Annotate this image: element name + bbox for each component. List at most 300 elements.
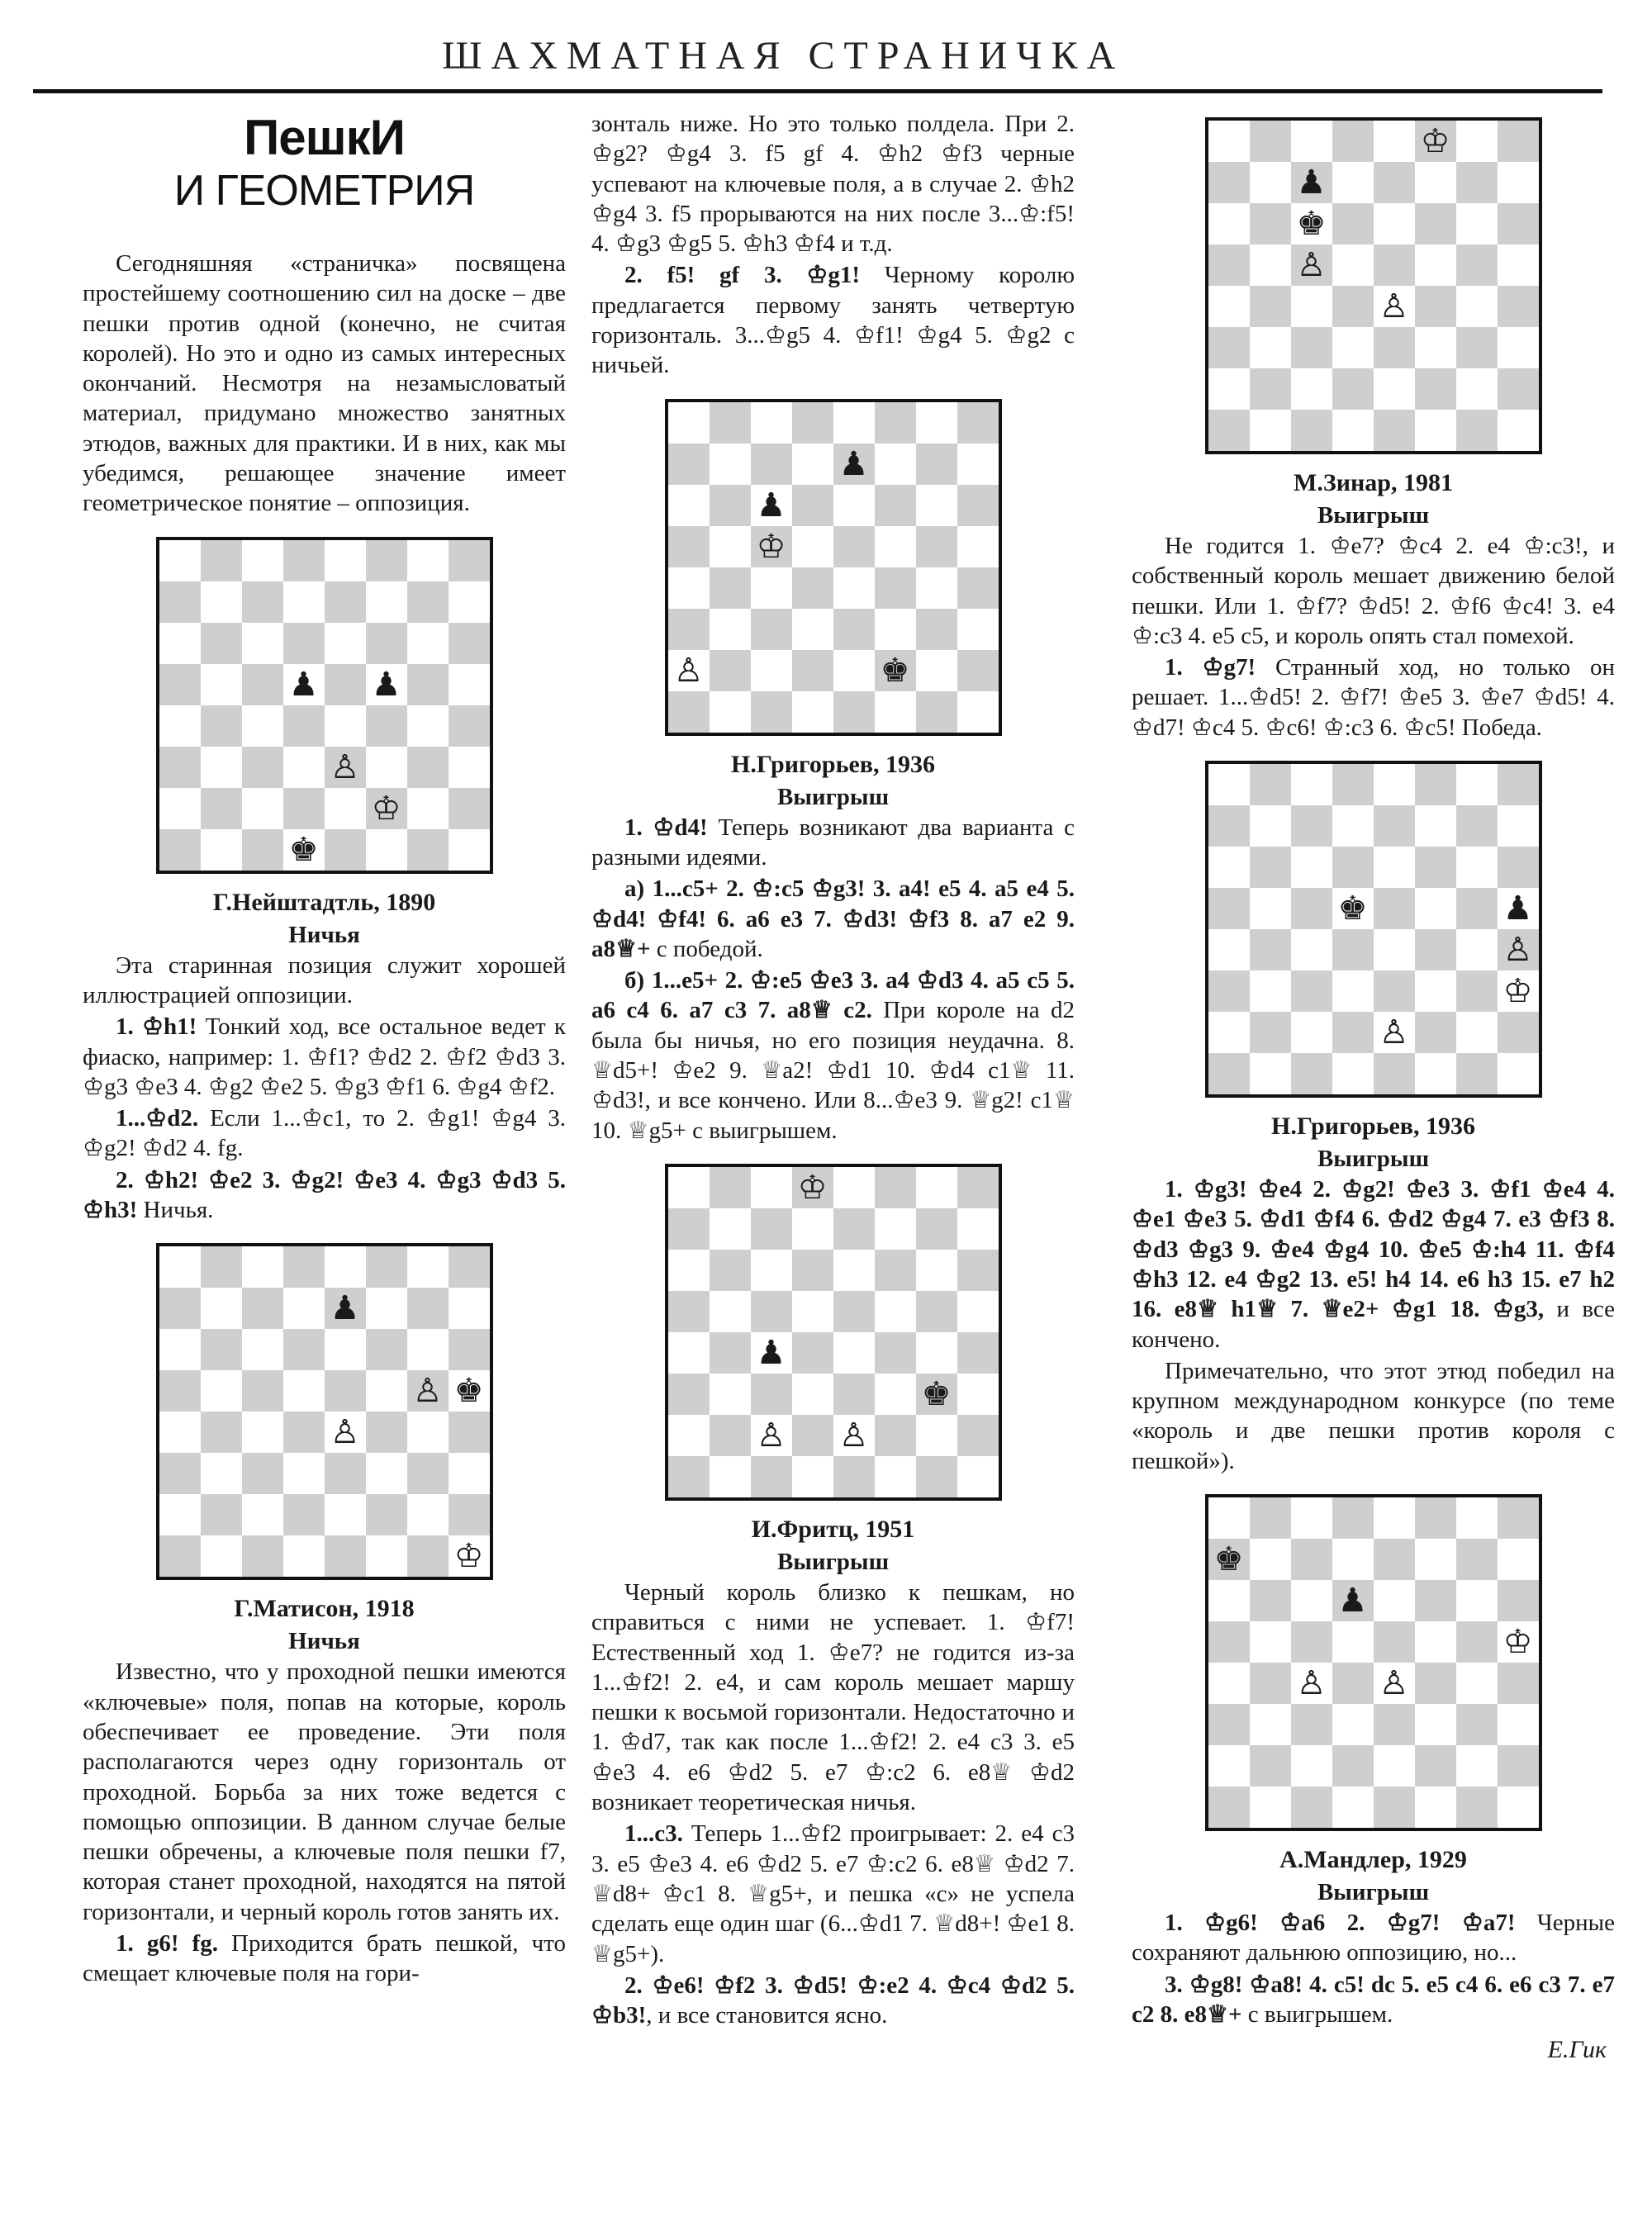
board-square [668, 1456, 710, 1497]
board-square [159, 1370, 201, 1412]
diagram-1-caption: Г.Нейштадтль, 1890 [212, 888, 436, 916]
board-square [1250, 1745, 1291, 1787]
board-square [1415, 162, 1456, 203]
board-square [325, 705, 366, 747]
chess-piece: ♔ [371, 789, 401, 828]
board-square [1332, 1539, 1374, 1580]
paragraph: Черный король близко к пешкам, но справиться с ними не успевает. 1. ♔f7! Естественный ход 1. ♔e7? не годится из-за 1...♔f2! 2. e4, и сам король мешает маршу пешки к восьмой горизонтали. Недостаточно и 1. ♔d7, так как после 1...♔f2! 2. e4 c3 3. e5 ♔e3 4. e6 ♔d2 5. e7 ♔:c2 6. e8♕ ♔d2 возникает теоретическая ничья. [591, 1578, 1075, 1816]
board-square [242, 1370, 283, 1412]
board-square [833, 1456, 875, 1497]
board-square [1208, 847, 1250, 888]
paragraph: 1. ♔g3! ♔e4 2. ♔g2! ♔e3 3. ♔f1 ♔e4 4. ♔e1 ♔e3 5. ♔d1 ♔f4 6. ♔d2 ♔g4 7. e3 ♔f3 8. ♔d3 ♔g3 9. ♔e4 ♔g4 10. ♔e5 ♔:h4 11. ♔f4 ♔h3 12. e4 ♔g2 13. e5! h4 14. e6 h3 15. e7 h2 16. e8♕ h1♕ 7. ♕e2+ ♔g1 18. ♔g3, и все кончено. [1132, 1176, 1616, 1353]
chess-diagram-2 [156, 1243, 493, 1580]
board-square [407, 747, 449, 788]
board-square [1498, 1787, 1539, 1828]
board-square [875, 1374, 916, 1415]
board-square [792, 609, 833, 650]
intro-paragraph: Сегодняшняя «страничка» посвящена простейшему соотношению сил на доске – две пешки против одной (конечно, не считая королей). Но это и одно из самых интересных окончаний. Несмотря на незамысловатый материал, придумано множество занятных этюдов, важных для практики. И в них, как мы убедимся, решающее значение имеет геометрическое понятие – оппозиция. [83, 250, 566, 517]
board-square [1250, 1663, 1291, 1704]
board-square [1250, 327, 1291, 368]
board-square [1456, 1621, 1498, 1663]
board-square [1291, 121, 1332, 162]
board-square [407, 705, 449, 747]
board-square [1208, 1497, 1250, 1539]
chess-piece: ♔ [797, 1168, 828, 1207]
diagram-3-result: Выигрыш [776, 783, 890, 810]
board-square [1415, 929, 1456, 970]
board-square [1250, 847, 1291, 888]
board-square [1332, 244, 1374, 286]
board-square [710, 402, 751, 444]
board-square [1456, 1787, 1498, 1828]
chess-piece: ♚ [453, 1372, 484, 1411]
board-square [1291, 410, 1332, 451]
board-square [201, 581, 242, 623]
board-square [283, 1453, 325, 1494]
board-square [1250, 1539, 1291, 1580]
board-square [283, 581, 325, 623]
board-square [710, 1332, 751, 1374]
board-square [1498, 1053, 1539, 1094]
board-square [668, 1332, 710, 1374]
board-square [875, 1415, 916, 1456]
board-square [1250, 121, 1291, 162]
diagram-4-caption: И.Фритц, 1951 [751, 1515, 915, 1543]
paragraph: 3. ♔g8! ♔a8! 4. c5! dc 5. e5 c4 6. e6 c3 7. e7 c2 8. e8♕+ с выигрышем. [1132, 1971, 1615, 2028]
board-square [957, 609, 999, 650]
diagram-7-caption: А.Мандлер, 1929 [1279, 1846, 1467, 1874]
board-square [1456, 888, 1498, 929]
board-square [957, 650, 999, 691]
board-square [242, 1288, 283, 1329]
board-square [366, 540, 407, 581]
chess-piece: ♙ [1296, 246, 1327, 284]
board-square [1332, 929, 1374, 970]
chess-piece: ♟ [838, 444, 869, 483]
board-square [159, 1494, 201, 1535]
board-square [407, 1535, 449, 1577]
board-square [1208, 1787, 1250, 1828]
paragraph: 2. ♔h2! ♔e2 3. ♔g2! ♔e3 4. ♔g3 ♔d3 5. ♔h3! Ничья. [83, 1166, 566, 1224]
board-square [201, 705, 242, 747]
chess-piece: ♔ [1502, 1623, 1533, 1662]
board-square [325, 581, 366, 623]
board-square [875, 1208, 916, 1250]
board-square [366, 1453, 407, 1494]
board-square [1208, 1745, 1250, 1787]
board-square [1415, 970, 1456, 1012]
board-square [159, 581, 201, 623]
board-square [1374, 1621, 1415, 1663]
board-square [1415, 1053, 1456, 1094]
column-2 [591, 109, 1075, 2032]
board-square [751, 1250, 792, 1291]
board-square [833, 1374, 875, 1415]
board-square [668, 485, 710, 526]
board-square [407, 1453, 449, 1494]
paragraph: 1. ♔g6! ♔a6 2. ♔g7! ♔a7! Черные сохраняют дальнюю оппозицию, но... [1132, 1910, 1615, 1967]
chess-piece: ♟ [1502, 890, 1533, 928]
board-square [792, 1332, 833, 1374]
board-square [751, 567, 792, 609]
board-square [201, 1412, 242, 1453]
board-square [710, 1374, 751, 1415]
board-square [668, 1415, 710, 1456]
board-square [1374, 244, 1415, 286]
board-square [407, 664, 449, 705]
board-square [1291, 1053, 1332, 1094]
board-square [916, 609, 957, 650]
board-square [751, 402, 792, 444]
board-square [1415, 805, 1456, 847]
board-square [242, 1329, 283, 1370]
board-square [957, 1291, 999, 1332]
board-square [407, 1329, 449, 1370]
board-square [449, 705, 490, 747]
board-square [1291, 1704, 1332, 1745]
board-square [792, 402, 833, 444]
board-square [325, 829, 366, 871]
board-square [1332, 1787, 1374, 1828]
board-square [242, 1412, 283, 1453]
board-square [1456, 244, 1498, 286]
board-square [283, 1329, 325, 1370]
board-square [201, 1329, 242, 1370]
board-square [242, 1535, 283, 1577]
board-square [1208, 929, 1250, 970]
board-square [283, 1535, 325, 1577]
board-square [449, 1412, 490, 1453]
section-title: ШАХМАТНАЯ СТРАНИЧКА [442, 34, 1125, 78]
board-square [710, 1167, 751, 1208]
board-square [792, 485, 833, 526]
board-square [449, 1288, 490, 1329]
board-square [792, 650, 833, 691]
board-square [1250, 805, 1291, 847]
board-square [710, 1291, 751, 1332]
paragraph: Известно, что у проходной пешки имеются «ключевые» поля, попав на которые, король обеспечивает ее проведение. Эти поля располагаются через одну горизонталь от проходной. Борьба за них тоже ведется с помощью оппозиции. В данном случае белые пешки обречены, а ключевые поля пешки f7, которая станет проходной, находятся на пятой горизонтали, и черный король готов занять их. [83, 1658, 566, 1925]
board-square [159, 623, 201, 664]
board-square [957, 402, 999, 444]
board-square [1374, 327, 1415, 368]
board-square [242, 1453, 283, 1494]
board-square [833, 526, 875, 567]
board-square [1208, 1580, 1250, 1621]
board-square [449, 1329, 490, 1370]
board-square [1456, 764, 1498, 805]
board-square [916, 567, 957, 609]
board-square [1250, 1012, 1291, 1053]
board-square [957, 567, 999, 609]
board-square [1456, 1580, 1498, 1621]
board-square [1415, 1621, 1456, 1663]
board-square [283, 1370, 325, 1412]
board-square [366, 581, 407, 623]
board-square [201, 788, 242, 829]
board-square [957, 485, 999, 526]
chess-piece: ♚ [288, 830, 319, 869]
board-square [1332, 1012, 1374, 1053]
board-square [833, 1250, 875, 1291]
board-square [792, 444, 833, 485]
board-square [916, 1250, 957, 1291]
board-square [668, 1208, 710, 1250]
board-square [159, 1535, 201, 1577]
board-square [916, 1291, 957, 1332]
board-square [1498, 410, 1539, 451]
board-square [159, 1329, 201, 1370]
board-square [668, 1167, 710, 1208]
column-1 [83, 109, 566, 1991]
board-square [710, 444, 751, 485]
board-square [1208, 368, 1250, 410]
paragraph: а) 1...c5+ 2. ♔:c5 ♔g3! 3. a4! e5 4. a5 e4 5. ♔d4! ♔f4! 6. a6 e3 7. ♔d3! ♔f3 8. a7 e2 9. a8♕+ с победой. [591, 875, 1075, 962]
board-square [1415, 327, 1456, 368]
board-square [1332, 805, 1374, 847]
board-square [1250, 1497, 1291, 1539]
board-square [201, 1535, 242, 1577]
board-square [1332, 368, 1374, 410]
board-square [1332, 1053, 1374, 1094]
paragraph: зонталь ниже. Но это только полдела. При 2. ♔g2? ♔g4 3. f5 gf 4. ♔h2 ♔f3 черные успевают на ключевые поля, а в случае 2. ♔h2 ♔g4 3. f5 прорываются на них после 3...♔:f5! 4. ♔g3 ♔g5 5. ♔h3 ♔f4 и т.д. [591, 111, 1075, 258]
board-square [1250, 203, 1291, 244]
board-square [366, 1494, 407, 1535]
board-square [957, 526, 999, 567]
board-square [1374, 847, 1415, 888]
board-square [1456, 805, 1498, 847]
board-square [1291, 1580, 1332, 1621]
board-square [1291, 1497, 1332, 1539]
board-square [1332, 162, 1374, 203]
board-square [1374, 1745, 1415, 1787]
board-square [1250, 764, 1291, 805]
board-square [1250, 1787, 1291, 1828]
paragraph: 2. f5! gf 3. ♔g1! Черному королю предлагается первому занять четвертую горизонталь. 3...♔g5 4. ♔f1! ♔g4 5. ♔g2 с ничьей. [591, 262, 1075, 379]
board-square [1374, 1704, 1415, 1745]
board-square [916, 485, 957, 526]
board-square [1332, 847, 1374, 888]
board-square [201, 1288, 242, 1329]
board-square [242, 829, 283, 871]
board-square [1332, 286, 1374, 327]
board-square [1456, 327, 1498, 368]
board-square [1498, 1497, 1539, 1539]
board-square [1374, 1053, 1415, 1094]
board-square [1415, 1497, 1456, 1539]
board-square [1456, 1539, 1498, 1580]
board-square [792, 691, 833, 733]
board-square [1456, 1497, 1498, 1539]
board-square [325, 1329, 366, 1370]
board-square [668, 691, 710, 733]
diagram-2-caption: Г.Матисон, 1918 [234, 1595, 415, 1623]
board-square [875, 1332, 916, 1374]
board-square [1415, 1704, 1456, 1745]
board-square [751, 1374, 792, 1415]
board-square [283, 540, 325, 581]
board-square [1456, 1745, 1498, 1787]
board-square [668, 402, 710, 444]
board-square [449, 829, 490, 871]
chess-diagram-4 [665, 1164, 1002, 1501]
chess-piece: ♟ [288, 665, 319, 704]
board-square [710, 1456, 751, 1497]
board-square [1374, 1580, 1415, 1621]
paragraph: 1. ♔g7! Странный ход, но только он решает. 1...♔d5! 2. ♔f7! ♔e5 3. ♔e7 ♔d5! 4. ♔d7! ♔c4 5. ♔c6! ♔:c3 6. ♔c5! Победа. [1132, 654, 1615, 741]
board-square [1456, 1704, 1498, 1745]
board-square [1374, 764, 1415, 805]
board-square [957, 1332, 999, 1374]
board-square [916, 402, 957, 444]
board-square [833, 1332, 875, 1374]
chess-piece: ♙ [330, 747, 360, 786]
board-square [366, 1329, 407, 1370]
board-square [710, 526, 751, 567]
board-square [449, 540, 490, 581]
board-square [751, 609, 792, 650]
board-square [325, 788, 366, 829]
column-3 [1132, 109, 1615, 2064]
board-square [833, 650, 875, 691]
board-square [1291, 368, 1332, 410]
paragraph: 1...c3. Теперь 1...♔f2 проигрывает: 2. e4 c3 3. e5 ♔e3 4. e6 ♔d2 5. e7 ♔:c2 6. e8♕ ♔d2 7. ♕d8+ ♔c1 8. ♕g5+, и пешка «с» не успела сделать еще один шаг (6...♔d1 7. ♕d8+! ♔e1 8. ♕g5+). [591, 1820, 1075, 1967]
chess-piece: ♟ [371, 665, 401, 704]
board-square [875, 526, 916, 567]
board-square [242, 705, 283, 747]
board-square [1456, 121, 1498, 162]
board-square [366, 1288, 407, 1329]
board-square [1374, 368, 1415, 410]
board-square [957, 1208, 999, 1250]
board-square [242, 747, 283, 788]
board-square [957, 1250, 999, 1291]
board-square [1415, 1012, 1456, 1053]
chess-piece: ♙ [1379, 287, 1409, 325]
chess-diagram-1 [156, 537, 493, 874]
board-square [875, 485, 916, 526]
board-square [1456, 847, 1498, 888]
board-square [1415, 847, 1456, 888]
board-square [1374, 1787, 1415, 1828]
board-square [1250, 162, 1291, 203]
board-square [792, 1415, 833, 1456]
board-square [366, 1246, 407, 1288]
board-square [1332, 764, 1374, 805]
chess-piece: ♙ [756, 1416, 786, 1454]
board-square [283, 1494, 325, 1535]
chess-diagram-5 [1205, 117, 1542, 454]
diagram-1-result: Ничья [288, 921, 360, 948]
board-square [1250, 970, 1291, 1012]
paragraph: Эта старинная позиция служит хорошей иллюстрацией оппозиции. [83, 951, 566, 1008]
board-square [1208, 1663, 1250, 1704]
board-square [366, 1535, 407, 1577]
board-square [1291, 1012, 1332, 1053]
board-square [957, 1374, 999, 1415]
board-square [710, 1415, 751, 1456]
board-square [1291, 1745, 1332, 1787]
board-square [1332, 1663, 1374, 1704]
board-square [1456, 970, 1498, 1012]
chess-piece: ♔ [756, 527, 786, 566]
board-square [751, 1208, 792, 1250]
board-square [1415, 764, 1456, 805]
board-square [1374, 121, 1415, 162]
board-square [1498, 203, 1539, 244]
board-square [875, 1167, 916, 1208]
board-square [1332, 410, 1374, 451]
chess-diagram-6 [1205, 761, 1542, 1098]
board-square [751, 691, 792, 733]
board-square [1250, 368, 1291, 410]
board-square [449, 1246, 490, 1288]
chess-diagram-3 [665, 399, 1002, 736]
board-square [1374, 929, 1415, 970]
article-title [83, 109, 566, 216]
board-square [875, 567, 916, 609]
chess-piece: ♟ [756, 486, 786, 524]
chess-piece: ♔ [1502, 972, 1533, 1011]
board-square [1498, 805, 1539, 847]
board-square [710, 650, 751, 691]
board-square [366, 1412, 407, 1453]
chess-piece: ♚ [1296, 205, 1327, 243]
board-square [1332, 1704, 1374, 1745]
board-square [957, 1456, 999, 1497]
board-square [668, 526, 710, 567]
board-square [710, 609, 751, 650]
paragraph: Примечательно, что этот этюд победил на крупном международном конкурсе (по теме «король и две пешки против короля с пешкой»). [1132, 1357, 1615, 1474]
board-square [1291, 888, 1332, 929]
board-square [283, 623, 325, 664]
board-square [325, 1370, 366, 1412]
board-square [1208, 203, 1250, 244]
board-square [1332, 970, 1374, 1012]
board-square [407, 1412, 449, 1453]
board-square [710, 1250, 751, 1291]
board-square [159, 1412, 201, 1453]
board-square [366, 829, 407, 871]
chess-diagram-7 [1205, 1494, 1542, 1831]
chess-piece: ♔ [453, 1537, 484, 1576]
board-square [916, 1208, 957, 1250]
board-square [407, 829, 449, 871]
board-square [407, 623, 449, 664]
board-square [201, 540, 242, 581]
board-square [916, 691, 957, 733]
board-square [242, 664, 283, 705]
board-square [833, 567, 875, 609]
diagram-6-result: Выигрыш [1317, 1146, 1430, 1173]
board-square [875, 691, 916, 733]
board-square [1291, 764, 1332, 805]
board-square [366, 623, 407, 664]
board-square [792, 1291, 833, 1332]
board-square [1415, 1539, 1456, 1580]
board-square [668, 1291, 710, 1332]
paragraph: б) 1...e5+ 2. ♔:e5 ♔e3 3. a4 ♔d3 4. a5 c5 5. a6 c4 6. a7 c3 7. a8♕ c2. При короле на d2 была бы ничья, но его позиция неудачна. 8. ♕d5+! ♔e2 9. ♕a2! ♔d1 10. ♔d4 c1♕ 11. ♔d3!, и все кончено. Или 8...♔e3 9. ♕g2! c1♕ 10. ♕g5+ с выигрышем. [591, 967, 1075, 1144]
board-square [1415, 244, 1456, 286]
board-square [875, 1456, 916, 1497]
board-square [201, 1370, 242, 1412]
diagram-2-result: Ничья [288, 1628, 360, 1655]
diagram-3-caption: Н.Григорьев, 1936 [731, 750, 935, 778]
board-square [1415, 203, 1456, 244]
board-square [283, 788, 325, 829]
board-square [449, 1494, 490, 1535]
board-square [668, 1374, 710, 1415]
board-square [1498, 1012, 1539, 1053]
